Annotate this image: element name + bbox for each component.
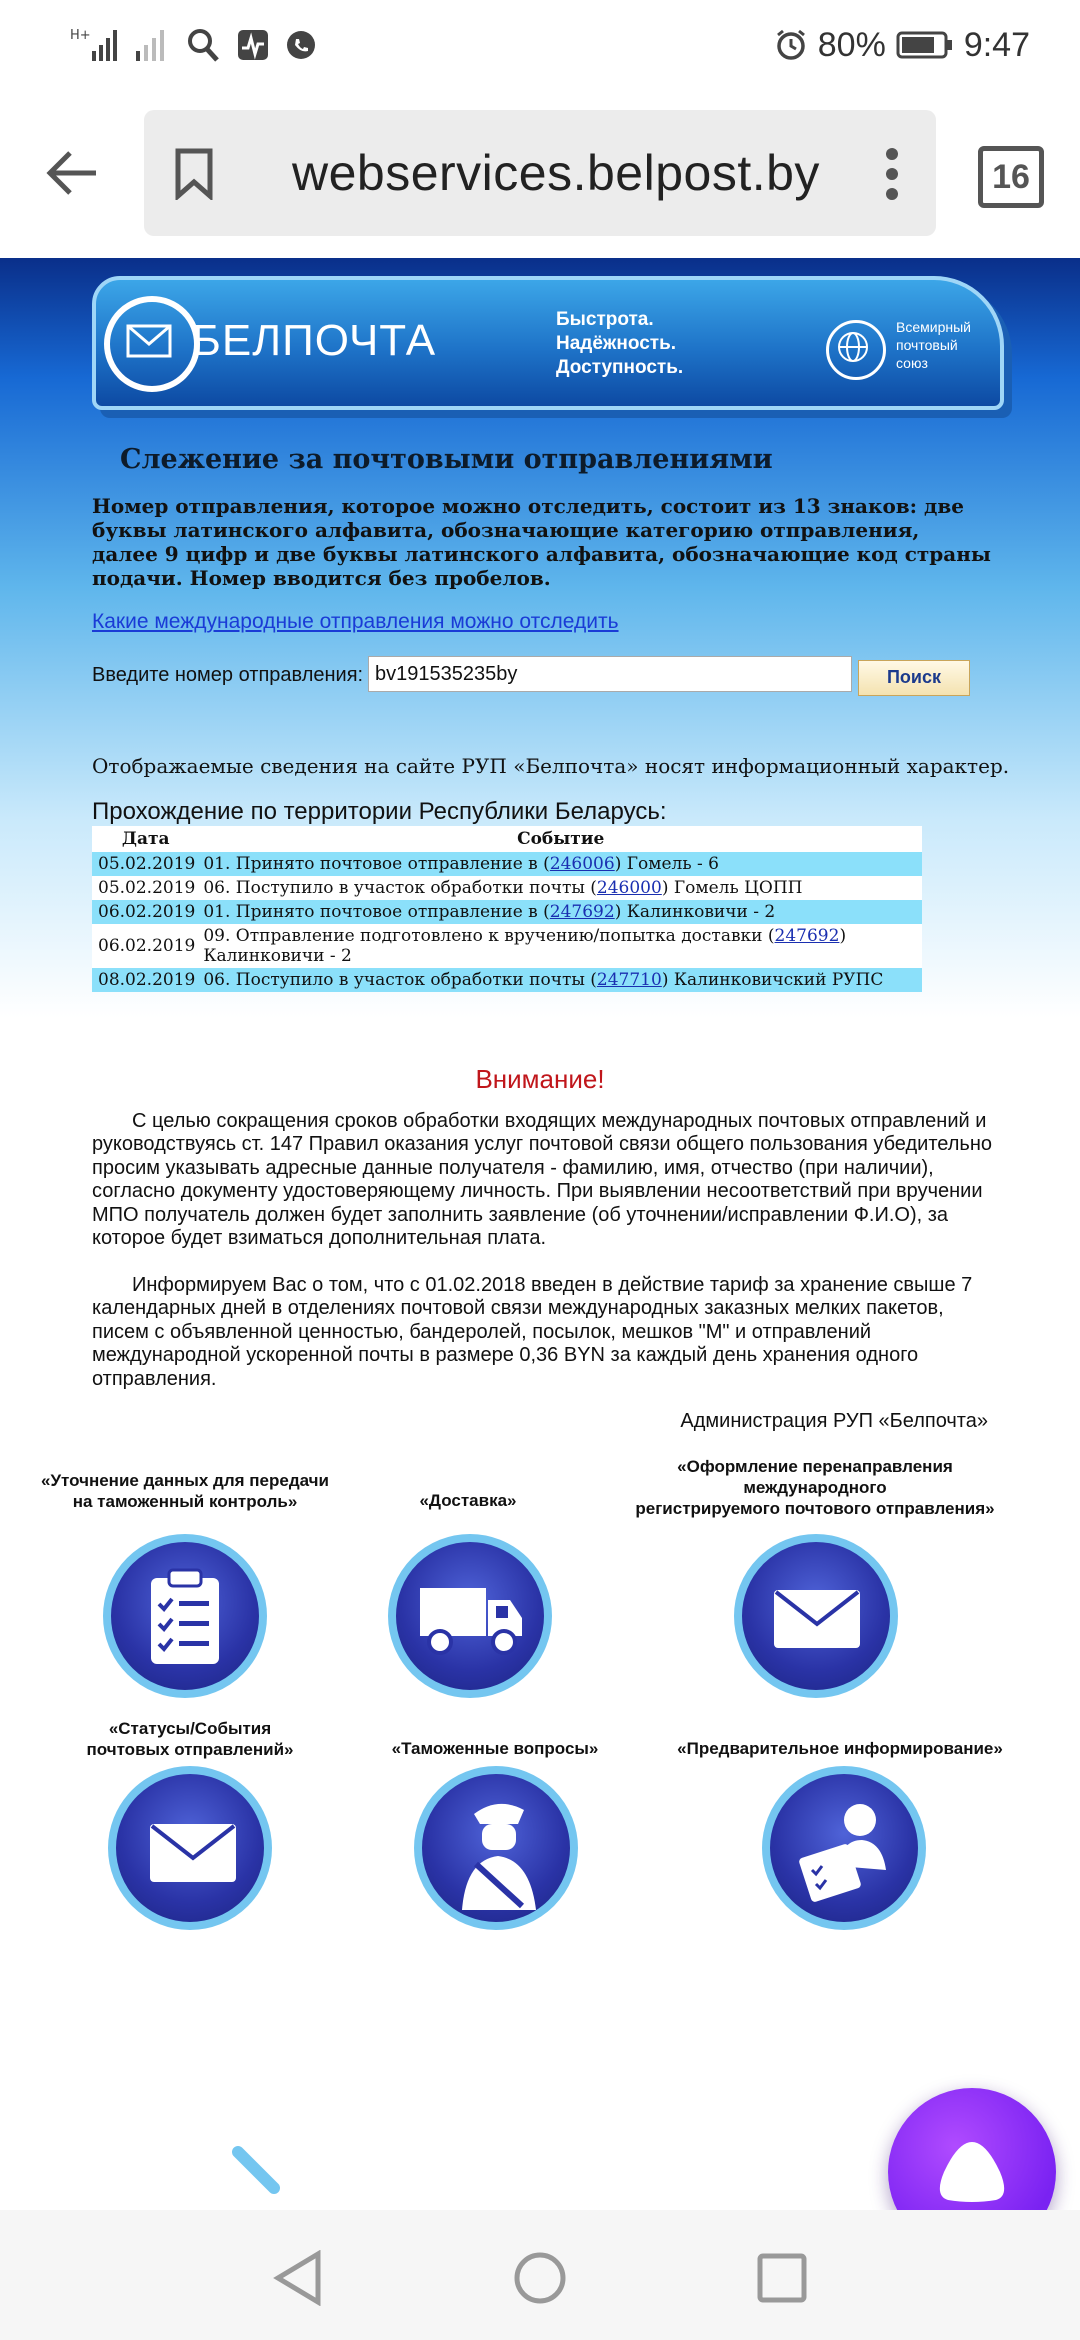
signal-icon [70,25,118,65]
belpost-banner [92,276,1004,410]
service-label-line: на таможенный контроль» [72,1492,298,1511]
notice-paragraph: Информируем Вас о том, что с 01.02.2018 введен в действие тариф за хранение свыше 7 календарных дней в отделениях почтовой связи международных заказных мелких пакетов, писем с объявленной ценностью, бандеролей, посылок, мешков "М" и отправлений международной ускоренной почты в размере 0,36 BYN за каждый день хранения одного отправления. [92,1274,973,1390]
web-page [0,258,1080,2210]
logo-text: БЕЛПОЧТА [192,316,437,365]
event-text: ) Гомель - 6 [614,854,719,874]
service-label-customs-data[interactable] [30,1470,340,1512]
service-label-line: «Доставка» [419,1491,517,1510]
svg-text:H+: H+ [70,28,91,43]
tracking-description: Номер отправления, которое можно отследить, состоит из 13 знаков: две буквы латинского алфавита, обозначающие категорию отправления, далее 9 цифр и две буквы латинского алфавита, обозначающие код страны подачи. Номер вводится без пробелов. [92,494,991,590]
upu-text [896,318,971,372]
notice-title: Внимание! [475,1064,605,1094]
row-date: 06.02.2019 [92,924,199,968]
status-icons-right [774,22,1030,68]
event-text: 06. Поступило в участок обработки почты ( [203,878,597,898]
row-event [199,876,922,900]
slogan [556,308,683,380]
battery-percent: 80% [817,25,886,64]
row-date: 06.02.2019 [92,900,199,924]
signal-2-icon [134,25,170,65]
slogan-line: Надёжность. [556,333,677,354]
event-text: 09. Отправление подготовлено к вручению/попытка доставки ( [203,926,775,946]
col-header-date: Дата [92,826,199,852]
slogan-line: Быстрота. [556,309,654,330]
table-row [92,968,922,992]
service-label-line: международного [743,1478,887,1497]
battery-icon [896,30,954,60]
table-row [92,900,922,924]
service-label-delivery[interactable] [388,1490,548,1511]
belpost-logo-icon [104,296,200,392]
event-text: ) Гомель ЦОПП [661,878,803,898]
office-code-link[interactable]: 247692 [549,902,615,922]
back-arrow-icon[interactable] [44,148,100,198]
slogan-line: Доступность. [556,357,684,378]
tabs-counter[interactable]: 16 [978,146,1044,208]
url-text[interactable]: webservices.belpost.by [292,145,820,201]
service-label-line: почтовых отправлений» [86,1740,294,1759]
status-bar [0,0,1080,90]
person-document-icon[interactable] [762,1766,926,1930]
activity-icon [236,28,270,62]
system-navigation-bar [0,2210,1080,2340]
service-label-line: «Уточнение данных для передачи [41,1471,329,1490]
event-text: 01. Принято почтовое отправление в ( [203,854,550,874]
service-label-line: «Предварительное информирование» [677,1739,1003,1758]
service-label-line: регистрируемого почтового отправления» [635,1499,995,1518]
service-label-statuses[interactable] [70,1718,310,1760]
row-date: 08.02.2019 [92,968,199,992]
alarm-icon [774,28,808,62]
phone-icon [286,30,316,60]
nav-recents-icon[interactable] [756,2252,808,2304]
row-date: 05.02.2019 [92,852,199,876]
row-event [199,924,922,968]
tracking-input-label: Введите номер отправления: [92,664,364,686]
search-icon [186,27,220,63]
upu-line: почтовый [896,337,958,353]
assistant-icon [928,2138,1016,2204]
notice-signature: Администрация РУП «Белпочта» [680,1410,988,1432]
office-code-link[interactable]: 246006 [549,854,615,874]
service-label-redirect[interactable] [630,1456,1000,1519]
event-text: ) Калинковичи - 2 [203,926,847,966]
event-text: ) Калинковичи - 2 [614,902,776,922]
menu-dots-icon[interactable] [884,146,900,202]
row-event [199,900,922,924]
address-bar[interactable] [144,110,936,236]
row-event [199,852,922,876]
search-button[interactable]: Поиск [858,660,970,696]
magnifier-envelope-icon[interactable] [108,1766,272,1930]
info-note: Отображаемые сведения на сайте РУП «Белпочта» носят информационный характер. [92,754,1010,778]
status-icons-left [70,22,316,68]
intl-tracking-link[interactable]: Какие международные отправления можно отследить [92,610,619,633]
office-code-link[interactable]: 247692 [774,926,840,946]
service-label-preinform[interactable] [670,1738,1010,1759]
table-row [92,924,922,968]
event-text: ) Калинковичский РУПС [661,970,884,990]
row-event [199,968,922,992]
service-label-line: «Таможенные вопросы» [391,1739,599,1758]
clipboard-checklist-icon[interactable] [103,1534,267,1698]
nav-home-icon[interactable] [512,2250,568,2306]
route-title: Прохождение по территории Республики Беларусь: [92,798,667,825]
row-date: 05.02.2019 [92,876,199,900]
magnifier-handle-icon [232,2146,282,2196]
redirect-envelope-icon[interactable] [734,1534,898,1698]
notice-paragraph: С целью сокращения сроков обработки входящих международных почтовых отправлений и руководствуясь ст. 147 Правил оказания услуг почтовой связи общего пользования убедительно просим указывать адресные данные получателя - фамилию, имя, отчество (при наличии), согласно документу удостоверяющему личность. При выявлении несоответствий при вручении МПО получатель должен будет заполнить заявление (об уточнении/исправлении Ф.И.О), за которое будет взиматься дополнительная плата. [92,1110,992,1250]
table-row [92,876,922,900]
office-code-link[interactable]: 247710 [596,970,662,990]
upu-line: Всемирный [896,319,971,335]
page-title: Слежение за почтовыми отправлениями [120,444,773,475]
customs-officer-icon[interactable] [414,1766,578,1930]
office-code-link[interactable]: 246000 [596,878,662,898]
route-table [92,826,922,992]
service-label-customs[interactable] [370,1738,620,1759]
tracking-number-input[interactable]: bv191535235by [368,656,852,692]
delivery-truck-icon[interactable] [388,1534,552,1698]
browser-toolbar [0,90,1080,258]
upu-globe-icon [826,320,886,380]
event-text: 01. Принято почтовое отправление в ( [203,902,550,922]
table-row [92,852,922,876]
bookmark-icon[interactable] [174,148,214,200]
nav-back-icon[interactable] [272,2250,324,2306]
event-text: 06. Поступило в участок обработки почты ( [203,970,597,990]
clock: 9:47 [963,25,1030,64]
col-header-event: Событие [199,826,922,852]
service-label-line: «Статусы/События [108,1719,272,1738]
upu-line: союз [896,355,928,371]
service-label-line: «Оформление перенаправления [677,1457,953,1476]
